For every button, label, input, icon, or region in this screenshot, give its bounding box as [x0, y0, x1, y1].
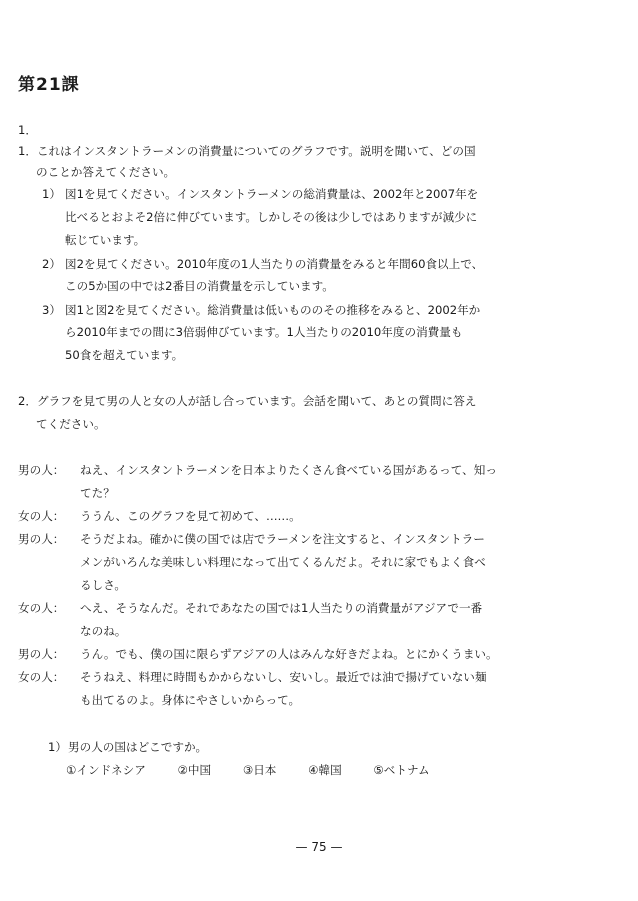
speech-line: メンがいろんな美味しい料理になって出てくるんだよ。それに家でもよく食べ [80, 555, 486, 569]
speech-line: そうねえ、料理に時間もかからないし、安いし。最近では油で揚げていない麺 [80, 670, 487, 684]
speaker-label: 女の人： [18, 509, 65, 523]
item-text: 50食を超えています。 [65, 348, 184, 362]
item-text: 図1を見てください。インスタントラーメンの総消費量は、2002年と2007年を [65, 187, 479, 201]
speech-line: ねえ、インスタントラーメンを日本よりたくさん食べている国があるって、知っ [80, 463, 497, 477]
page-number: — 75 — [295, 840, 343, 854]
item-number: 2） [42, 257, 61, 271]
item-text: 転じています。 [65, 233, 146, 247]
question-text: 2．グラフを見て男の人と女の人が話し合っています。会話を聞いて、あとの質問に答え [18, 394, 477, 408]
question-text: てください。 [36, 417, 106, 431]
speech-line: てた？ [80, 486, 115, 500]
speaker-label: 男の人： [18, 532, 65, 546]
question-number: 1） [48, 740, 67, 754]
speech-line: なのね。 [80, 624, 127, 638]
speech-line: るしさ。 [80, 578, 126, 592]
item-number: 1） [42, 187, 61, 201]
answer-choices [66, 762, 446, 778]
speaker-label: 女の人： [18, 601, 65, 615]
speech-line: そうだよね。確かに僕の国では店でラーメンを注文すると、インスタントラー [80, 532, 485, 546]
item-text: 図1と図2を見てください。総消費量は低いもののその推移をみると、2002年か [65, 303, 481, 317]
choice-item: ⑤ベトナム [373, 763, 430, 777]
choice-item: ④韓国 [308, 763, 342, 777]
question-text: 1．これはインスタントラーメンの消費量についてのグラフです。説明を聞いて、どの国 [18, 144, 476, 158]
speech-line: へえ、そうなんだ。それであなたの国では1人当たりの消費量がアジアで一番 [80, 601, 483, 615]
speech-line: も出てるのよ。身体にやさしいからって。 [80, 693, 301, 707]
speech-line: ううん、このグラフを見て初めて、……。 [80, 509, 301, 523]
lesson-title: 第21課 [18, 75, 80, 95]
speech-line: うん。でも、僕の国に限らずアジアの人はみんな好きだよね。とにかくうまい。 [80, 647, 498, 661]
item-text: 比べるとおよそ2倍に伸びています。しかしその後は少しではありますが減少に [65, 210, 478, 224]
question-text: のことか答えてください。 [36, 165, 176, 179]
speaker-label: 女の人： [18, 670, 65, 684]
section-number: 1． [18, 123, 37, 137]
item-text: ら2010年までの間に3倍弱伸びています。1人当たりの2010年度の消費量も [65, 325, 463, 339]
choice-item: ③日本 [242, 763, 277, 777]
item-text: この5か国の中では2番目の消費量を示しています。 [65, 279, 334, 293]
choice-item: ②中国 [177, 763, 212, 777]
speaker-label: 男の人： [18, 463, 65, 477]
item-number: 3） [42, 303, 61, 317]
choice-item: ①インドネシア [66, 763, 146, 777]
question-prompt: 男の人の国はどこですか。 [68, 740, 208, 754]
item-text: 図2を見てください。2010年度の1人当たりの消費量をみると年間60食以上で、 [65, 257, 484, 271]
speaker-label: 男の人： [18, 647, 65, 661]
